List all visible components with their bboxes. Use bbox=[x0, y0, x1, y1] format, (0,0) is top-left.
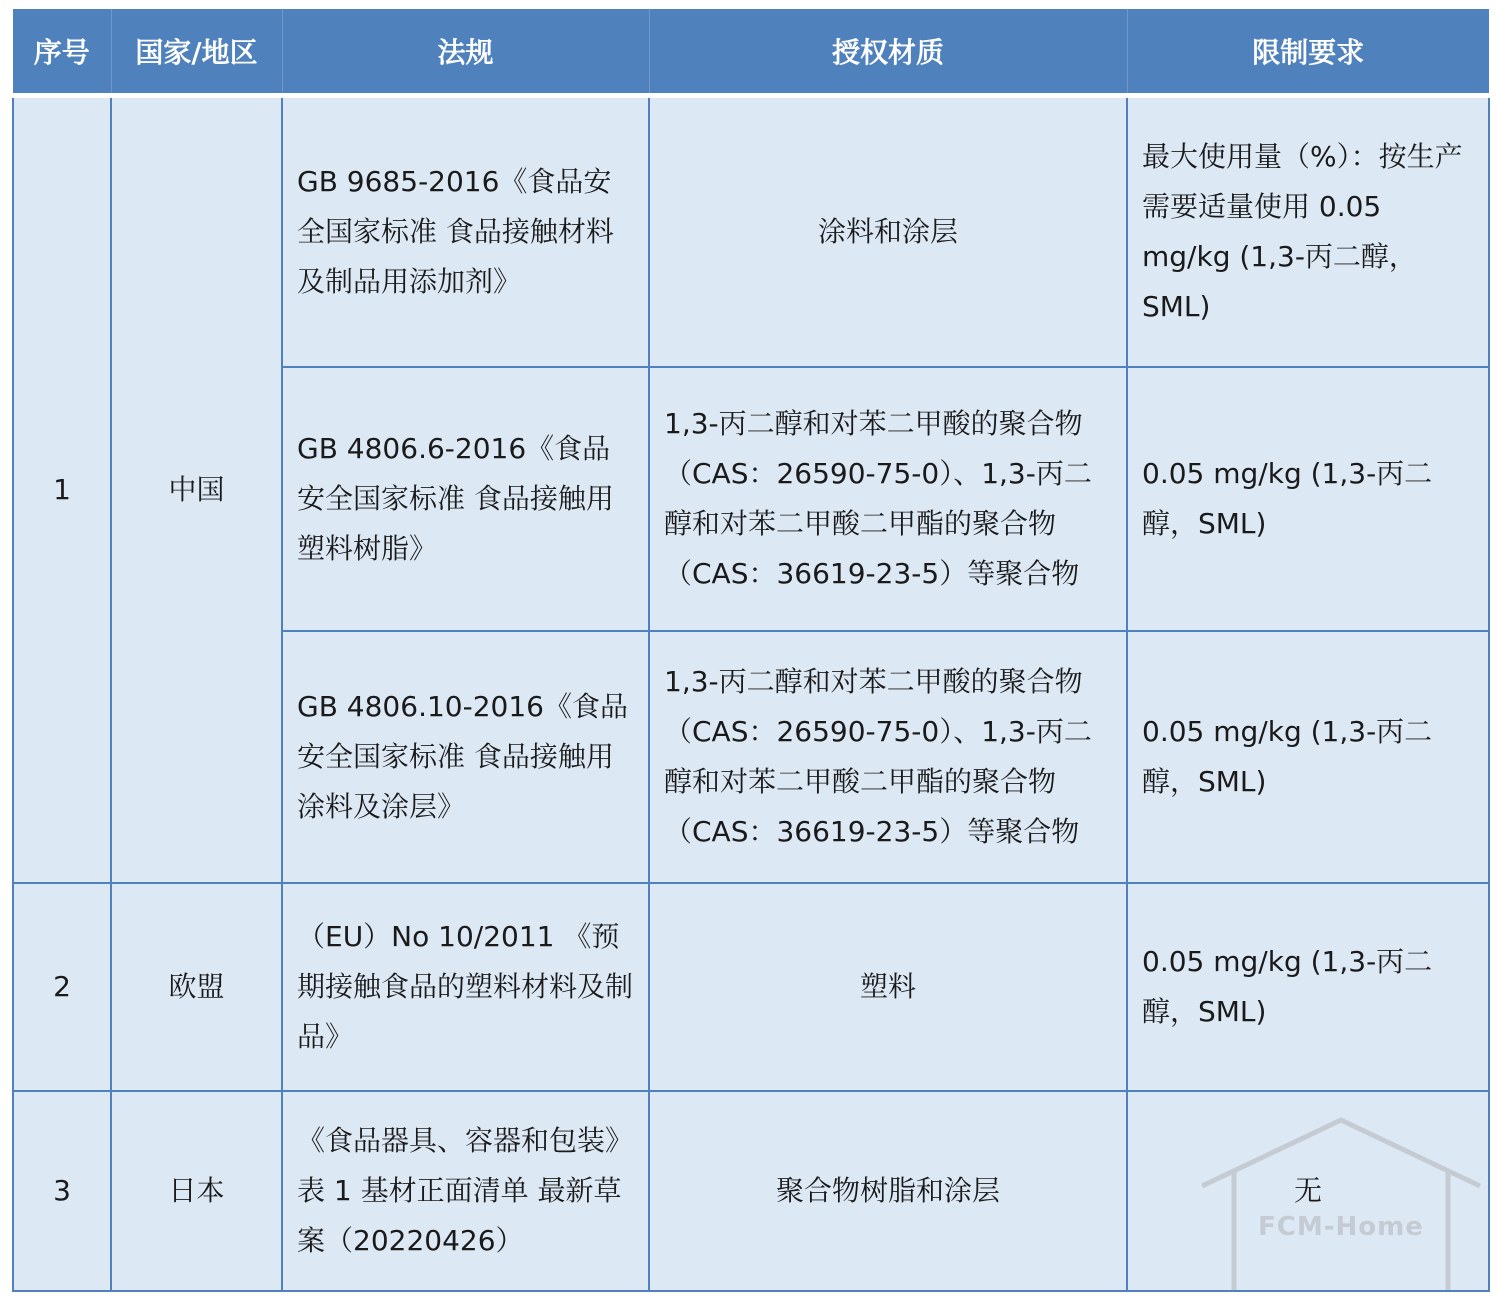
cell-limit: 最大使用量（%）：按生产需要适量使用 0.05 mg/kg (1,3-丙二醇，SML) bbox=[1127, 96, 1489, 368]
table-row bbox=[13, 96, 1489, 368]
table-row bbox=[13, 883, 1489, 1091]
header-regulation: 法规 bbox=[282, 9, 649, 96]
header-material: 授权材质 bbox=[649, 9, 1127, 96]
header-index: 序号 bbox=[13, 9, 111, 96]
cell-index: 2 bbox=[13, 883, 111, 1091]
table-row bbox=[13, 1091, 1489, 1291]
cell-material: 1,3-丙二醇和对苯二甲酸的聚合物（CAS：26590-75-0）、1,3-丙二醇和对苯二甲酸二甲酯的聚合物（CAS：36619-23-5）等聚合物 bbox=[649, 631, 1127, 883]
cell-material: 聚合物树脂和涂层 bbox=[649, 1091, 1127, 1291]
header-country: 国家/地区 bbox=[111, 9, 282, 96]
cell-regulation: 《食品器具、容器和包装》表 1 基材正面清单 最新草案（20220426） bbox=[282, 1091, 649, 1291]
cell-material: 涂料和涂层 bbox=[649, 96, 1127, 368]
cell-limit: 0.05 mg/kg (1,3-丙二醇，SML) bbox=[1127, 367, 1489, 631]
table-body bbox=[13, 96, 1489, 1292]
cell-material: 塑料 bbox=[649, 883, 1127, 1091]
cell-regulation: （EU）No 10/2011 《预期接触食品的塑料材料及制品》 bbox=[282, 883, 649, 1091]
table-header bbox=[13, 9, 1489, 96]
cell-material: 1,3-丙二醇和对苯二甲酸的聚合物（CAS：26590-75-0）、1,3-丙二醇和对苯二甲酸二甲酯的聚合物（CAS：36619-23-5）等聚合物 bbox=[649, 367, 1127, 631]
cell-regulation: GB 4806.10-2016《食品安全国家标准 食品接触用涂料及涂层》 bbox=[282, 631, 649, 883]
watermark-text: FCM-Home bbox=[1258, 1212, 1424, 1242]
regulation-table-container bbox=[12, 9, 1488, 1292]
cell-index: 3 bbox=[13, 1091, 111, 1291]
cell-country: 欧盟 bbox=[111, 883, 282, 1091]
cell-limit: 0.05 mg/kg (1,3-丙二醇，SML) bbox=[1127, 631, 1489, 883]
cell-country: 日本 bbox=[111, 1091, 282, 1291]
header-limit: 限制要求 bbox=[1127, 9, 1489, 96]
cell-regulation: GB 9685-2016《食品安全国家标准 食品接触材料及制品用添加剂》 bbox=[282, 96, 649, 368]
cell-country: 中国 bbox=[111, 96, 282, 884]
cell-index: 1 bbox=[13, 96, 111, 884]
cell-limit: 0.05 mg/kg (1,3-丙二醇，SML) bbox=[1127, 883, 1489, 1091]
cell-limit: 无 bbox=[1127, 1091, 1489, 1291]
cell-regulation: GB 4806.6-2016《食品安全国家标准 食品接触用塑料树脂》 bbox=[282, 367, 649, 631]
regulation-table bbox=[12, 9, 1490, 1292]
header-row bbox=[13, 9, 1489, 96]
